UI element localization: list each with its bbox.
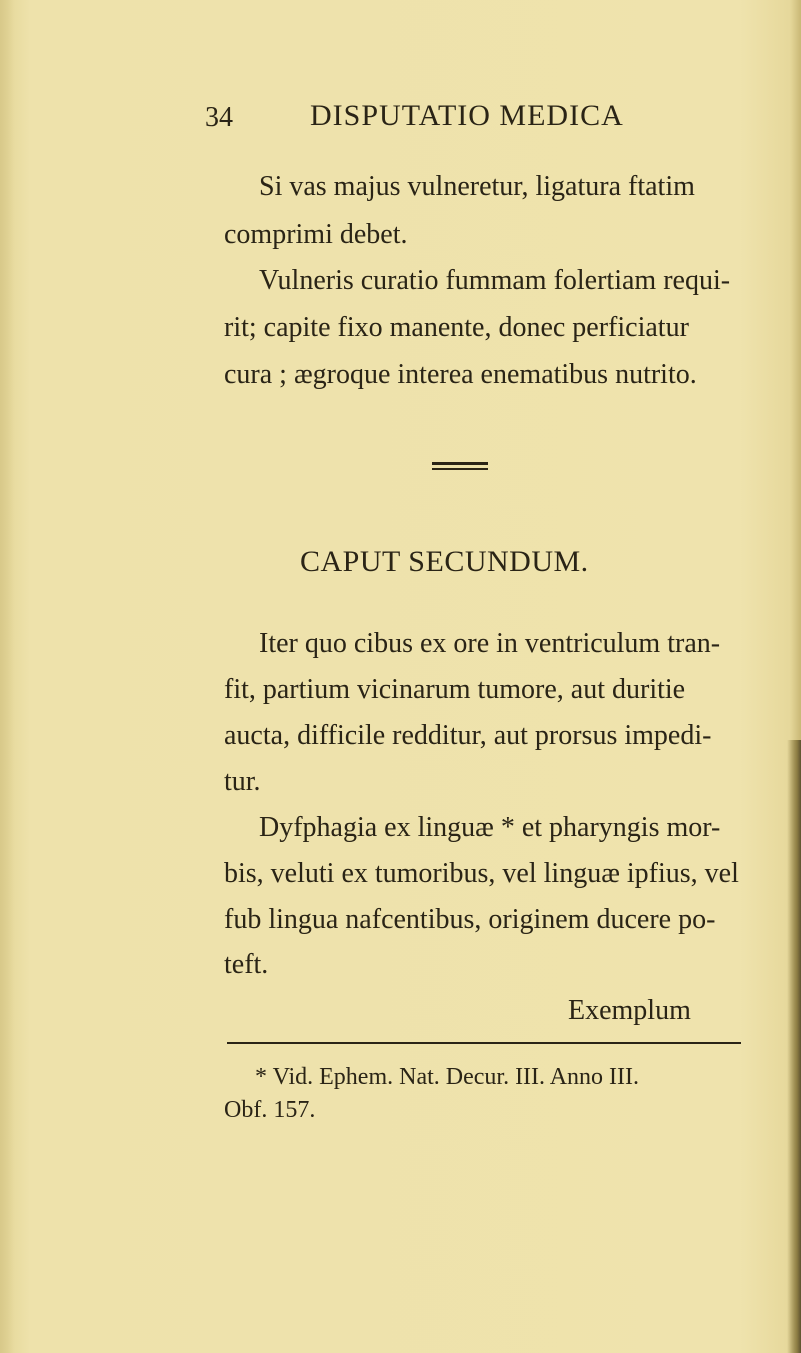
text-line: Vulneris curatio fummam folertiam requi-	[259, 265, 731, 296]
running-title: DISPUTATIO MEDICA	[310, 99, 624, 132]
text-line: teft.	[224, 949, 269, 980]
catchword: Exemplum	[568, 995, 691, 1026]
text-line: Iter quo cibus ex ore in ventriculum tran-	[259, 628, 721, 659]
text-line: cura ; ægroque interea enematibus nutrito.	[224, 359, 697, 390]
text-line: tur.	[224, 766, 261, 797]
footnote-line: Obf. 157.	[224, 1097, 316, 1123]
page-number: 34	[205, 102, 233, 133]
section-heading: CAPUT SECUNDUM.	[300, 545, 589, 578]
text-line: fub lingua nafcentibus, originem ducere po-	[224, 904, 716, 935]
footnote-rule	[227, 1042, 741, 1044]
ornamental-rule	[432, 462, 488, 471]
text-line: bis, veluti ex tumoribus, vel linguæ ipfius, vel	[224, 858, 739, 889]
text-line: rit; capite fixo manente, donec perficiatur	[224, 312, 689, 343]
footnote-line: * Vid. Ephem. Nat. Decur. III. Anno III.	[255, 1064, 640, 1090]
text-line: Si vas majus vulneretur, ligatura ftatim	[259, 171, 695, 202]
text-line: aucta, difficile redditur, aut prorsus impedi-	[224, 720, 712, 751]
text-line: comprimi debet.	[224, 219, 408, 250]
text-line: fit, partium vicinarum tumore, aut duritie	[224, 674, 686, 705]
page-edge-shadow	[787, 740, 801, 1353]
text-line: Dyfphagia ex linguæ * et pharyngis mor-	[259, 812, 721, 843]
page-gutter-shadow	[0, 0, 14, 1353]
